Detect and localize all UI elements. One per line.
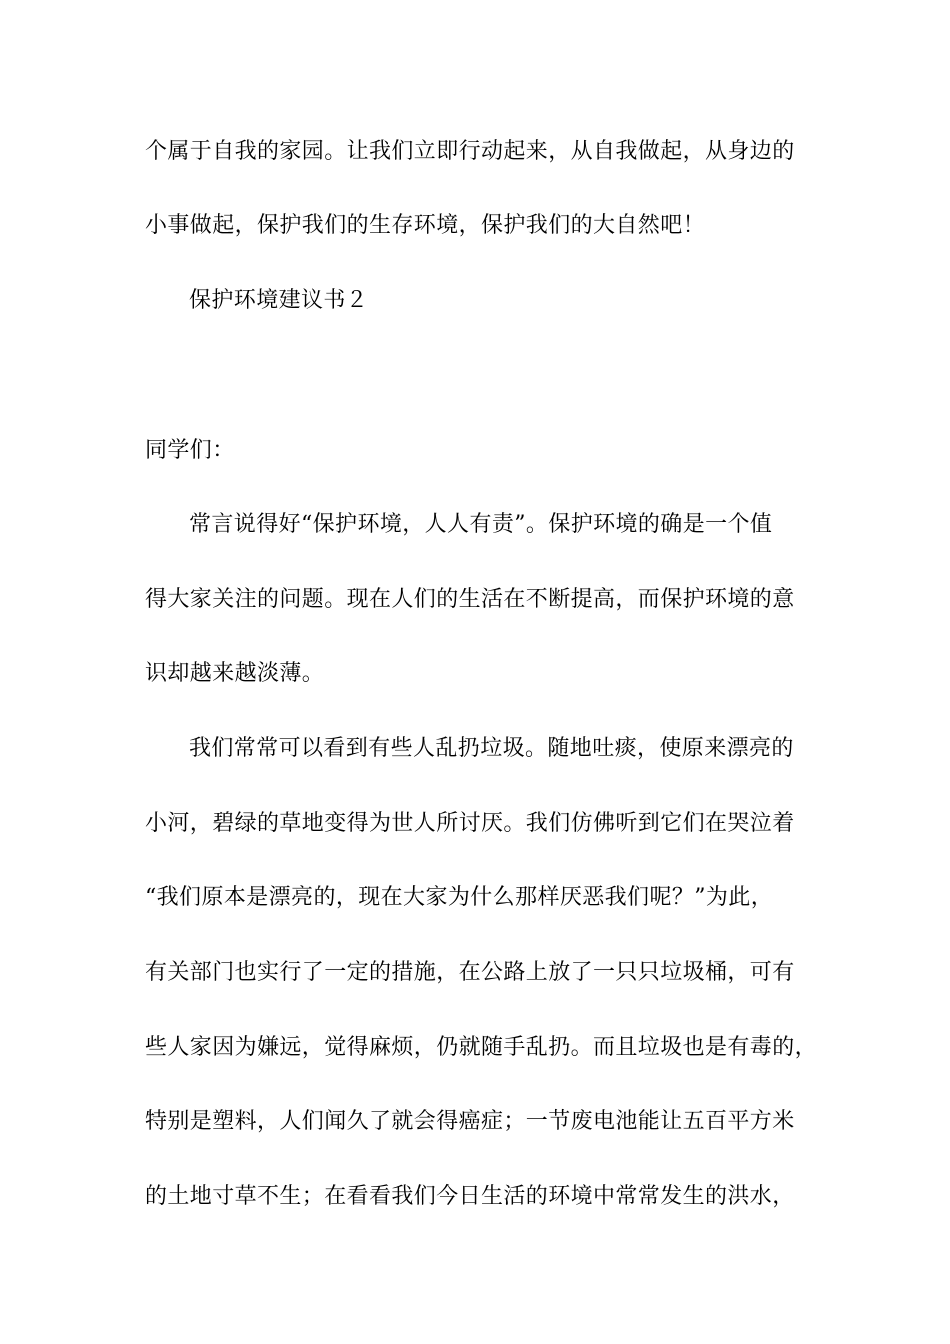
- paragraph-line: 特别是塑料，人们闻久了就会得癌症；一节废电池能让五百平方米: [145, 1109, 795, 1134]
- paragraph-line: 有关部门也实行了一定的措施，在公路上放了一只只垃圾桶，可有: [145, 960, 795, 985]
- paragraph-line: 常言说得好“保护环境，人人有责”。保护环境的确是一个值: [189, 512, 773, 537]
- paragraph-line: 识却越来越淡薄。: [145, 661, 325, 686]
- paragraph-line: 我们常常可以看到有些人乱扔垃圾。随地吐痰，使原来漂亮的: [189, 736, 794, 761]
- paragraph-line: 小事做起，保护我们的生存环境，保护我们的大自然吧！: [145, 213, 706, 238]
- paragraph-line: 些人家因为嫌远，觉得麻烦，仍就随手乱扔。而且垃圾也是有毒的，: [145, 1035, 818, 1060]
- paragraph-line: 的土地寸草不生；在看看我们今日生活的环境中常常发生的洪水，: [145, 1184, 795, 1209]
- salutation: 同学们：: [145, 438, 235, 463]
- paragraph-line: “我们原本是漂亮的，现在大家为什么那样厌恶我们呢？”为此，: [145, 885, 774, 910]
- paragraph-line: 小河，碧绿的草地变得为世人所讨厌。我们仿佛听到它们在哭泣着: [145, 811, 795, 836]
- section-title: 保护环境建议书２: [189, 288, 369, 313]
- paragraph-line: 个属于自我的家园。让我们立即行动起来，从自我做起，从身边的: [145, 139, 795, 164]
- paragraph-line: 得大家关注的问题。现在人们的生活在不断提高，而保护环境的意: [145, 587, 795, 612]
